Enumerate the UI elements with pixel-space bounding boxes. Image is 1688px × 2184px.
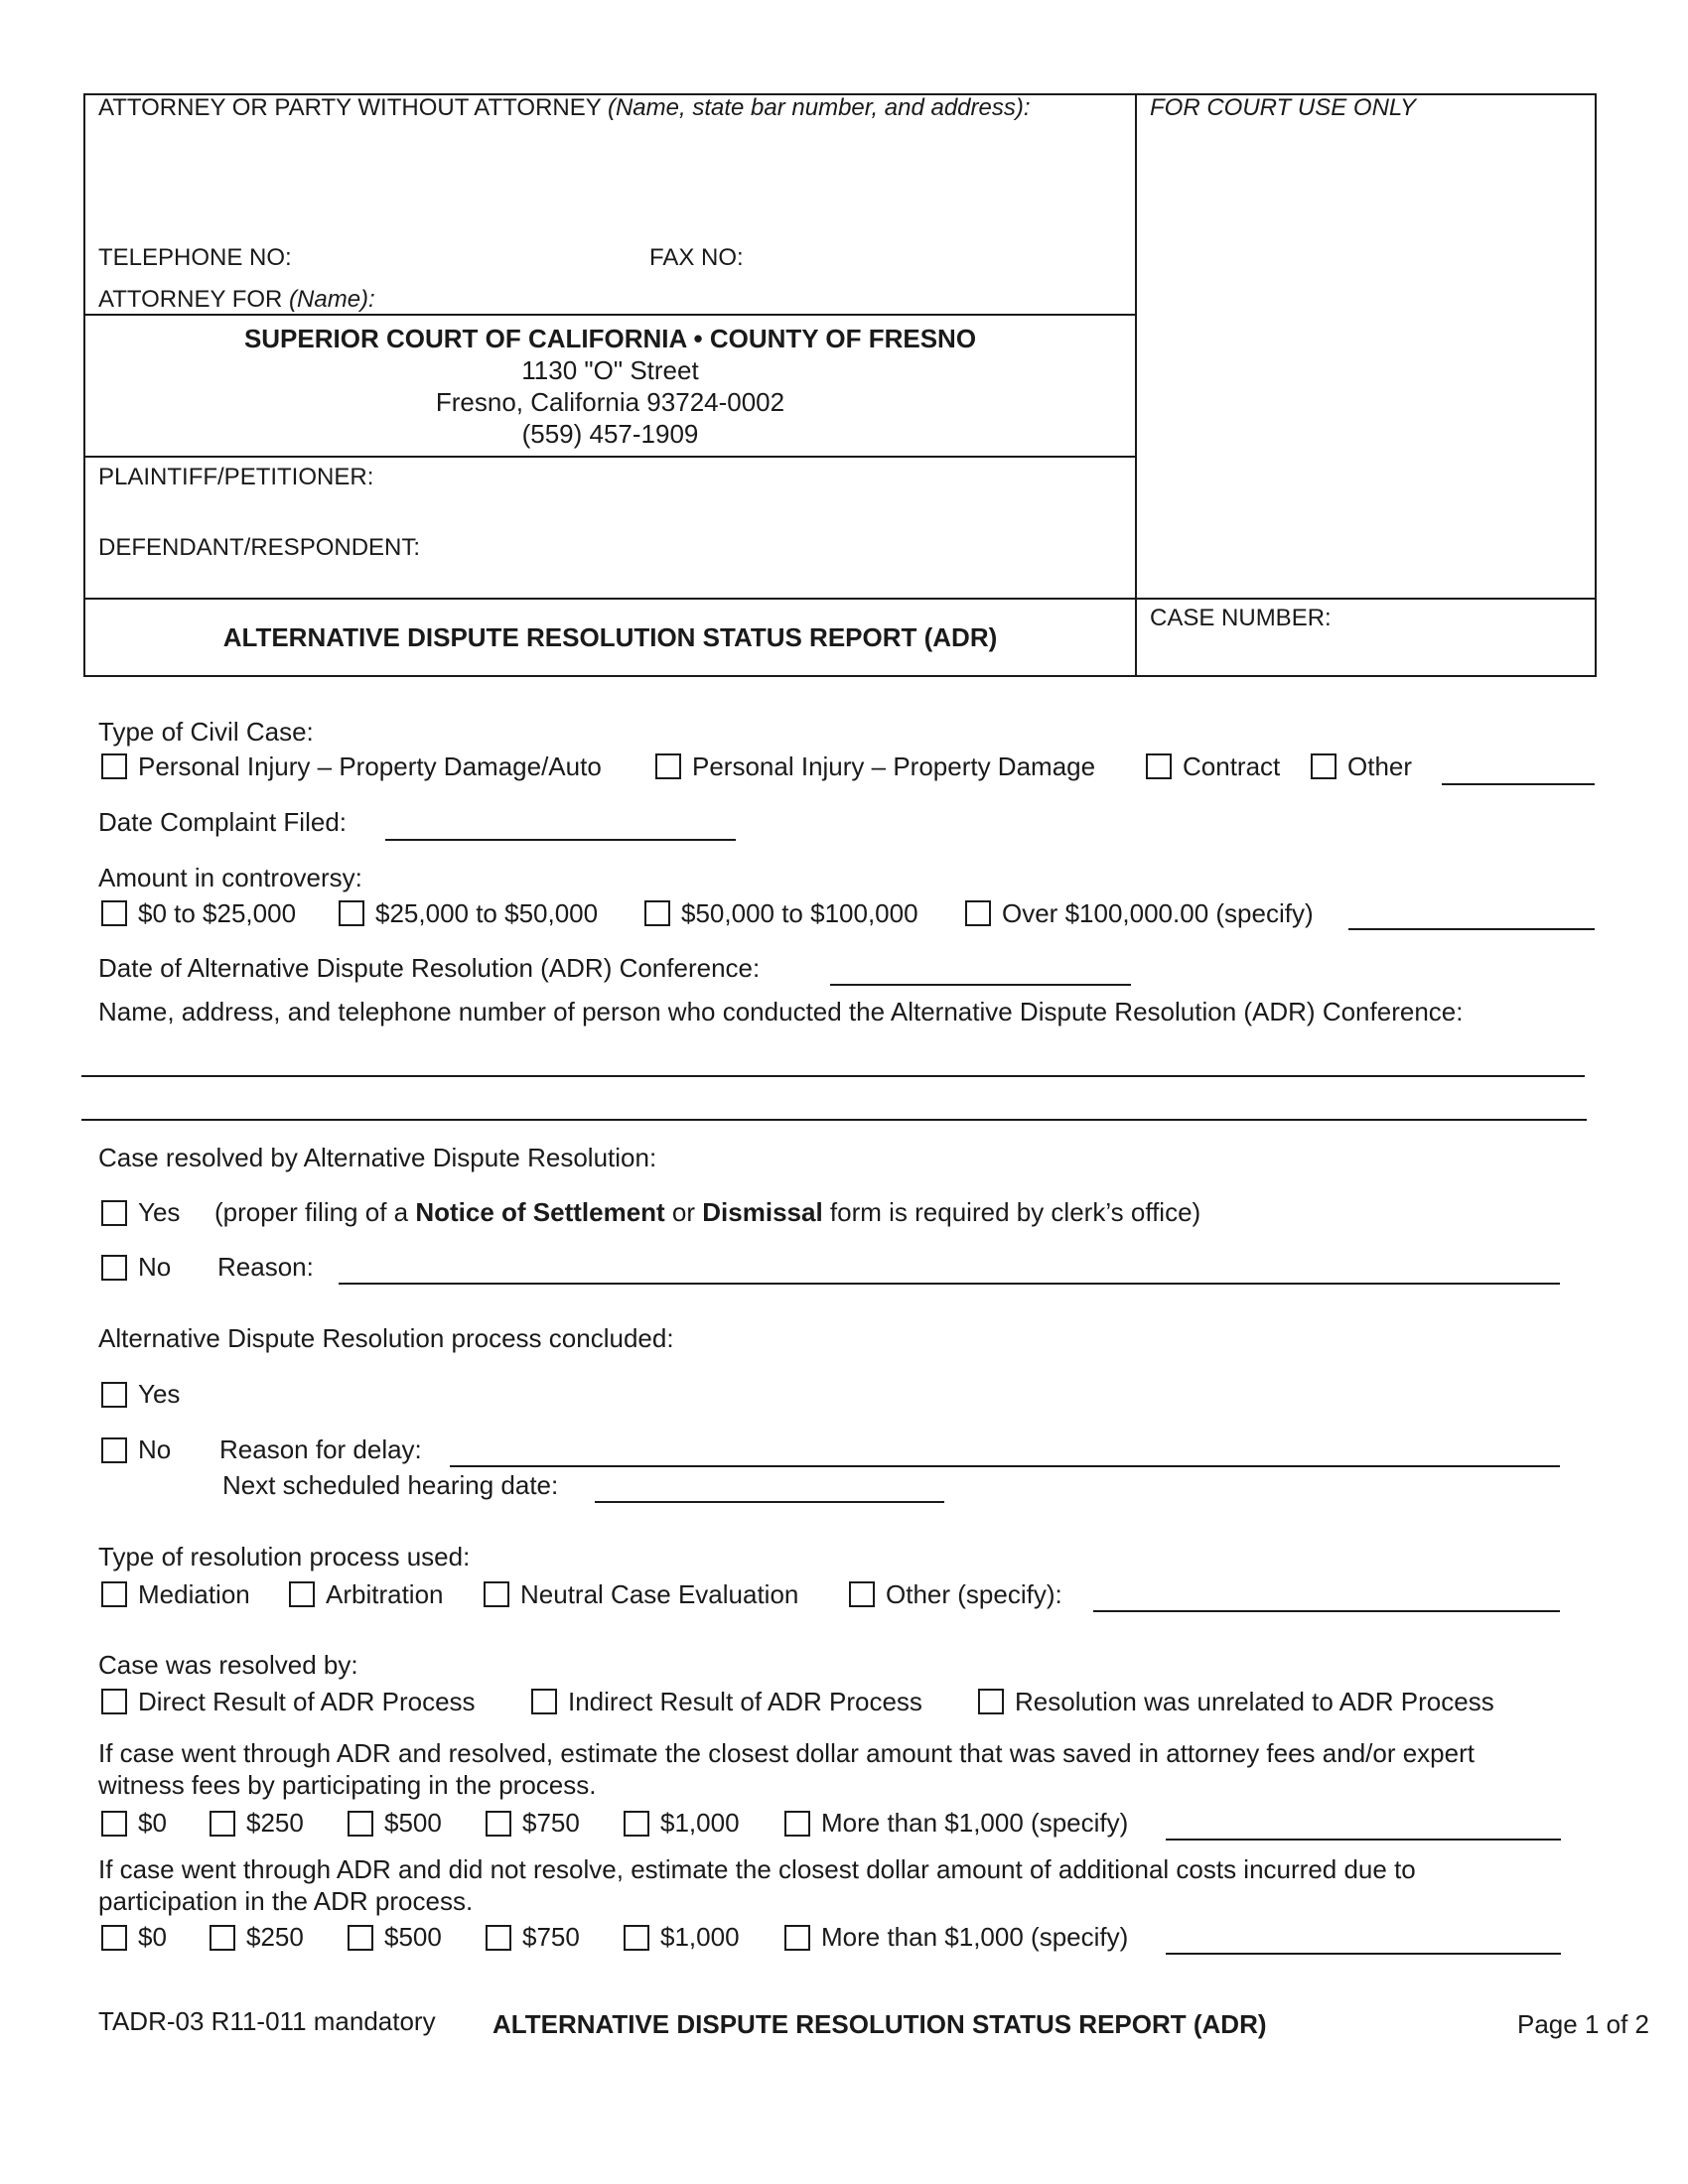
option-costs-500: $500 [384, 1922, 442, 1952]
saved-line-1: If case went through ADR and resolved, estimate the closest dollar amount that was saved in attorney fees and/or expert [98, 1738, 1475, 1768]
checkbox-costs-1000[interactable] [624, 1925, 649, 1951]
checkbox-amount-25k-50k[interactable] [339, 900, 364, 926]
note-post: form is required by clerk’s office) [822, 1197, 1201, 1227]
checkbox-resolved-no[interactable] [101, 1255, 127, 1281]
next-hearing-field[interactable] [595, 1501, 944, 1503]
plaintiff-label: PLAINTIFF/PETITIONER: [98, 464, 374, 490]
checkbox-concluded-yes[interactable] [101, 1382, 127, 1408]
adr-person-label: Name, address, and telephone number of person who conducted the Alternative Dispute Resolution (ADR) Conference: [98, 997, 1464, 1026]
checkbox-costs-500[interactable] [348, 1925, 373, 1951]
resolved-label: Case resolved by Alternative Dispute Resolution: [98, 1143, 657, 1172]
option-costs-more: More than $1,000 (specify) [821, 1922, 1129, 1952]
checkbox-amount-0-25k[interactable] [101, 900, 127, 926]
option-contract: Contract [1183, 751, 1281, 781]
checkbox-pi-property[interactable] [655, 753, 681, 779]
checkbox-process-other[interactable] [849, 1581, 875, 1607]
telephone-label: TELEPHONE NO: [98, 244, 292, 271]
note-settlement: Notice of Settlement [415, 1197, 665, 1227]
option-saved-250: $250 [246, 1808, 304, 1838]
note-dismissal: Dismissal [702, 1197, 823, 1227]
case-type-label: Type of Civil Case: [98, 717, 314, 747]
attorney-label [98, 93, 1031, 123]
checkbox-saved-more[interactable] [784, 1811, 810, 1837]
option-arbitration: Arbitration [326, 1579, 444, 1609]
saved-line-2: witness fees by participating in the process. [98, 1770, 597, 1800]
option-direct-result: Direct Result of ADR Process [138, 1687, 476, 1716]
option-unrelated: Resolution was unrelated to ADR Process [1015, 1687, 1494, 1716]
reason-label: Reason: [217, 1252, 314, 1282]
option-costs-1000: $1,000 [660, 1922, 740, 1952]
attorney-for-text: ATTORNEY FOR [98, 286, 283, 313]
resolved-yes-label: Yes [138, 1197, 181, 1227]
option-costs-750: $750 [522, 1922, 580, 1952]
attorney-label-text: ATTORNEY OR PARTY WITHOUT ATTORNEY [98, 94, 602, 121]
resolved-yes-note [214, 1197, 1200, 1227]
delay-label: Reason for delay: [219, 1434, 422, 1464]
checkbox-saved-500[interactable] [348, 1811, 373, 1837]
note-pre: (proper filing of a [214, 1197, 416, 1227]
process-other-field[interactable] [1093, 1610, 1560, 1612]
checkbox-resolved-yes[interactable] [101, 1200, 127, 1226]
checkbox-other[interactable] [1311, 753, 1336, 779]
adr-date-field[interactable] [830, 984, 1131, 986]
option-saved-more: More than $1,000 (specify) [821, 1808, 1129, 1838]
court-phone: (559) 457-1909 [521, 419, 699, 449]
checkbox-costs-0[interactable] [101, 1925, 127, 1951]
concluded-yes-label: Yes [138, 1379, 181, 1409]
fax-label: FAX NO: [649, 244, 744, 271]
checkbox-saved-1000[interactable] [624, 1811, 649, 1837]
footer-page: Page 1 of 2 [1517, 2009, 1649, 2039]
section-divider [81, 1119, 1587, 1121]
attorney-hint: (Name, state bar number, and address): [607, 94, 1031, 121]
option-other: Other [1347, 751, 1413, 781]
checkbox-costs-more[interactable] [784, 1925, 810, 1951]
checkbox-costs-750[interactable] [486, 1925, 511, 1951]
option-amount-0-25k: $0 to $25,000 [138, 898, 297, 928]
option-mediation: Mediation [138, 1579, 250, 1609]
option-indirect-result: Indirect Result of ADR Process [568, 1687, 922, 1716]
attorney-for-label [98, 285, 375, 315]
checkbox-saved-250[interactable] [210, 1811, 235, 1837]
option-amount-over-100k: Over $100,000.00 (specify) [1002, 898, 1314, 928]
other-specify-field[interactable] [1442, 783, 1595, 785]
checkbox-unrelated[interactable] [978, 1689, 1004, 1714]
amount-label: Amount in controversy: [98, 863, 362, 892]
concluded-label: Alternative Dispute Resolution process concluded: [98, 1323, 674, 1353]
costs-line-2: participation in the ADR process. [98, 1886, 474, 1916]
next-hearing-label: Next scheduled hearing date: [222, 1470, 559, 1500]
checkbox-amount-50k-100k[interactable] [644, 900, 670, 926]
option-process-other: Other (specify): [886, 1579, 1062, 1609]
concluded-no-label: No [138, 1434, 172, 1464]
checkbox-pi-auto[interactable] [101, 753, 127, 779]
checkbox-saved-0[interactable] [101, 1811, 127, 1837]
court-name: SUPERIOR COURT OF CALIFORNIA • COUNTY OF FRESNO [243, 324, 977, 353]
checkbox-arbitration[interactable] [289, 1581, 315, 1607]
case-number-label: CASE NUMBER: [1150, 605, 1332, 631]
option-amount-50k-100k: $50,000 to $100,000 [681, 898, 918, 928]
option-saved-750: $750 [522, 1808, 580, 1838]
adr-date-label: Date of Alternative Dispute Resolution (ADR) Conference: [98, 953, 761, 983]
checkbox-indirect-result[interactable] [531, 1689, 557, 1714]
adr-person-field-1[interactable] [81, 1075, 1585, 1077]
date-filed-field[interactable] [385, 839, 736, 841]
court-address-city: Fresno, California 93724-0002 [435, 387, 785, 417]
checkbox-saved-750[interactable] [486, 1811, 511, 1837]
checkbox-direct-result[interactable] [101, 1689, 127, 1714]
checkbox-concluded-no[interactable] [101, 1437, 127, 1463]
option-pi-auto: Personal Injury – Property Damage/Auto [138, 751, 602, 781]
date-filed-label: Date Complaint Filed: [98, 807, 347, 837]
resolved-no-label: No [138, 1252, 172, 1282]
option-saved-1000: $1,000 [660, 1808, 740, 1838]
defendant-label: DEFENDANT/RESPONDENT: [98, 534, 421, 561]
saved-specify-field[interactable] [1166, 1839, 1561, 1841]
process-type-label: Type of resolution process used: [98, 1542, 471, 1571]
court-use-only: FOR COURT USE ONLY [1150, 94, 1417, 121]
option-neutral-case: Neutral Case Evaluation [520, 1579, 799, 1609]
checkbox-contract[interactable] [1146, 753, 1172, 779]
form-title: ALTERNATIVE DISPUTE RESOLUTION STATUS REPORT (ADR) [222, 622, 998, 652]
costs-specify-field[interactable] [1166, 1953, 1561, 1955]
option-saved-500: $500 [384, 1808, 442, 1838]
checkbox-amount-over-100k[interactable] [965, 900, 991, 926]
footer-form-id: TADR-03 R11-011 mandatory [98, 2006, 436, 2036]
amount-specify-field[interactable] [1348, 928, 1595, 930]
footer-title: ALTERNATIVE DISPUTE RESOLUTION STATUS REPORT (ADR) [492, 2009, 1267, 2039]
option-saved-0: $0 [138, 1808, 167, 1838]
option-amount-25k-50k: $25,000 to $50,000 [375, 898, 599, 928]
resolved-by-label: Case was resolved by: [98, 1650, 358, 1680]
reason-field[interactable] [339, 1283, 1560, 1285]
option-costs-250: $250 [246, 1922, 304, 1952]
attorney-for-hint: (Name): [289, 286, 375, 313]
checkbox-mediation[interactable] [101, 1581, 127, 1607]
court-address-street: 1130 "O" Street [521, 355, 699, 385]
costs-line-1: If case went through ADR and did not resolve, estimate the closest dollar amount of additional costs incurred due to [98, 1854, 1416, 1884]
note-mid: or [664, 1197, 703, 1227]
option-costs-0: $0 [138, 1922, 167, 1952]
delay-field[interactable] [450, 1465, 1560, 1467]
checkbox-costs-250[interactable] [210, 1925, 235, 1951]
checkbox-neutral-case[interactable] [484, 1581, 509, 1607]
option-pi-property: Personal Injury – Property Damage [692, 751, 1096, 781]
